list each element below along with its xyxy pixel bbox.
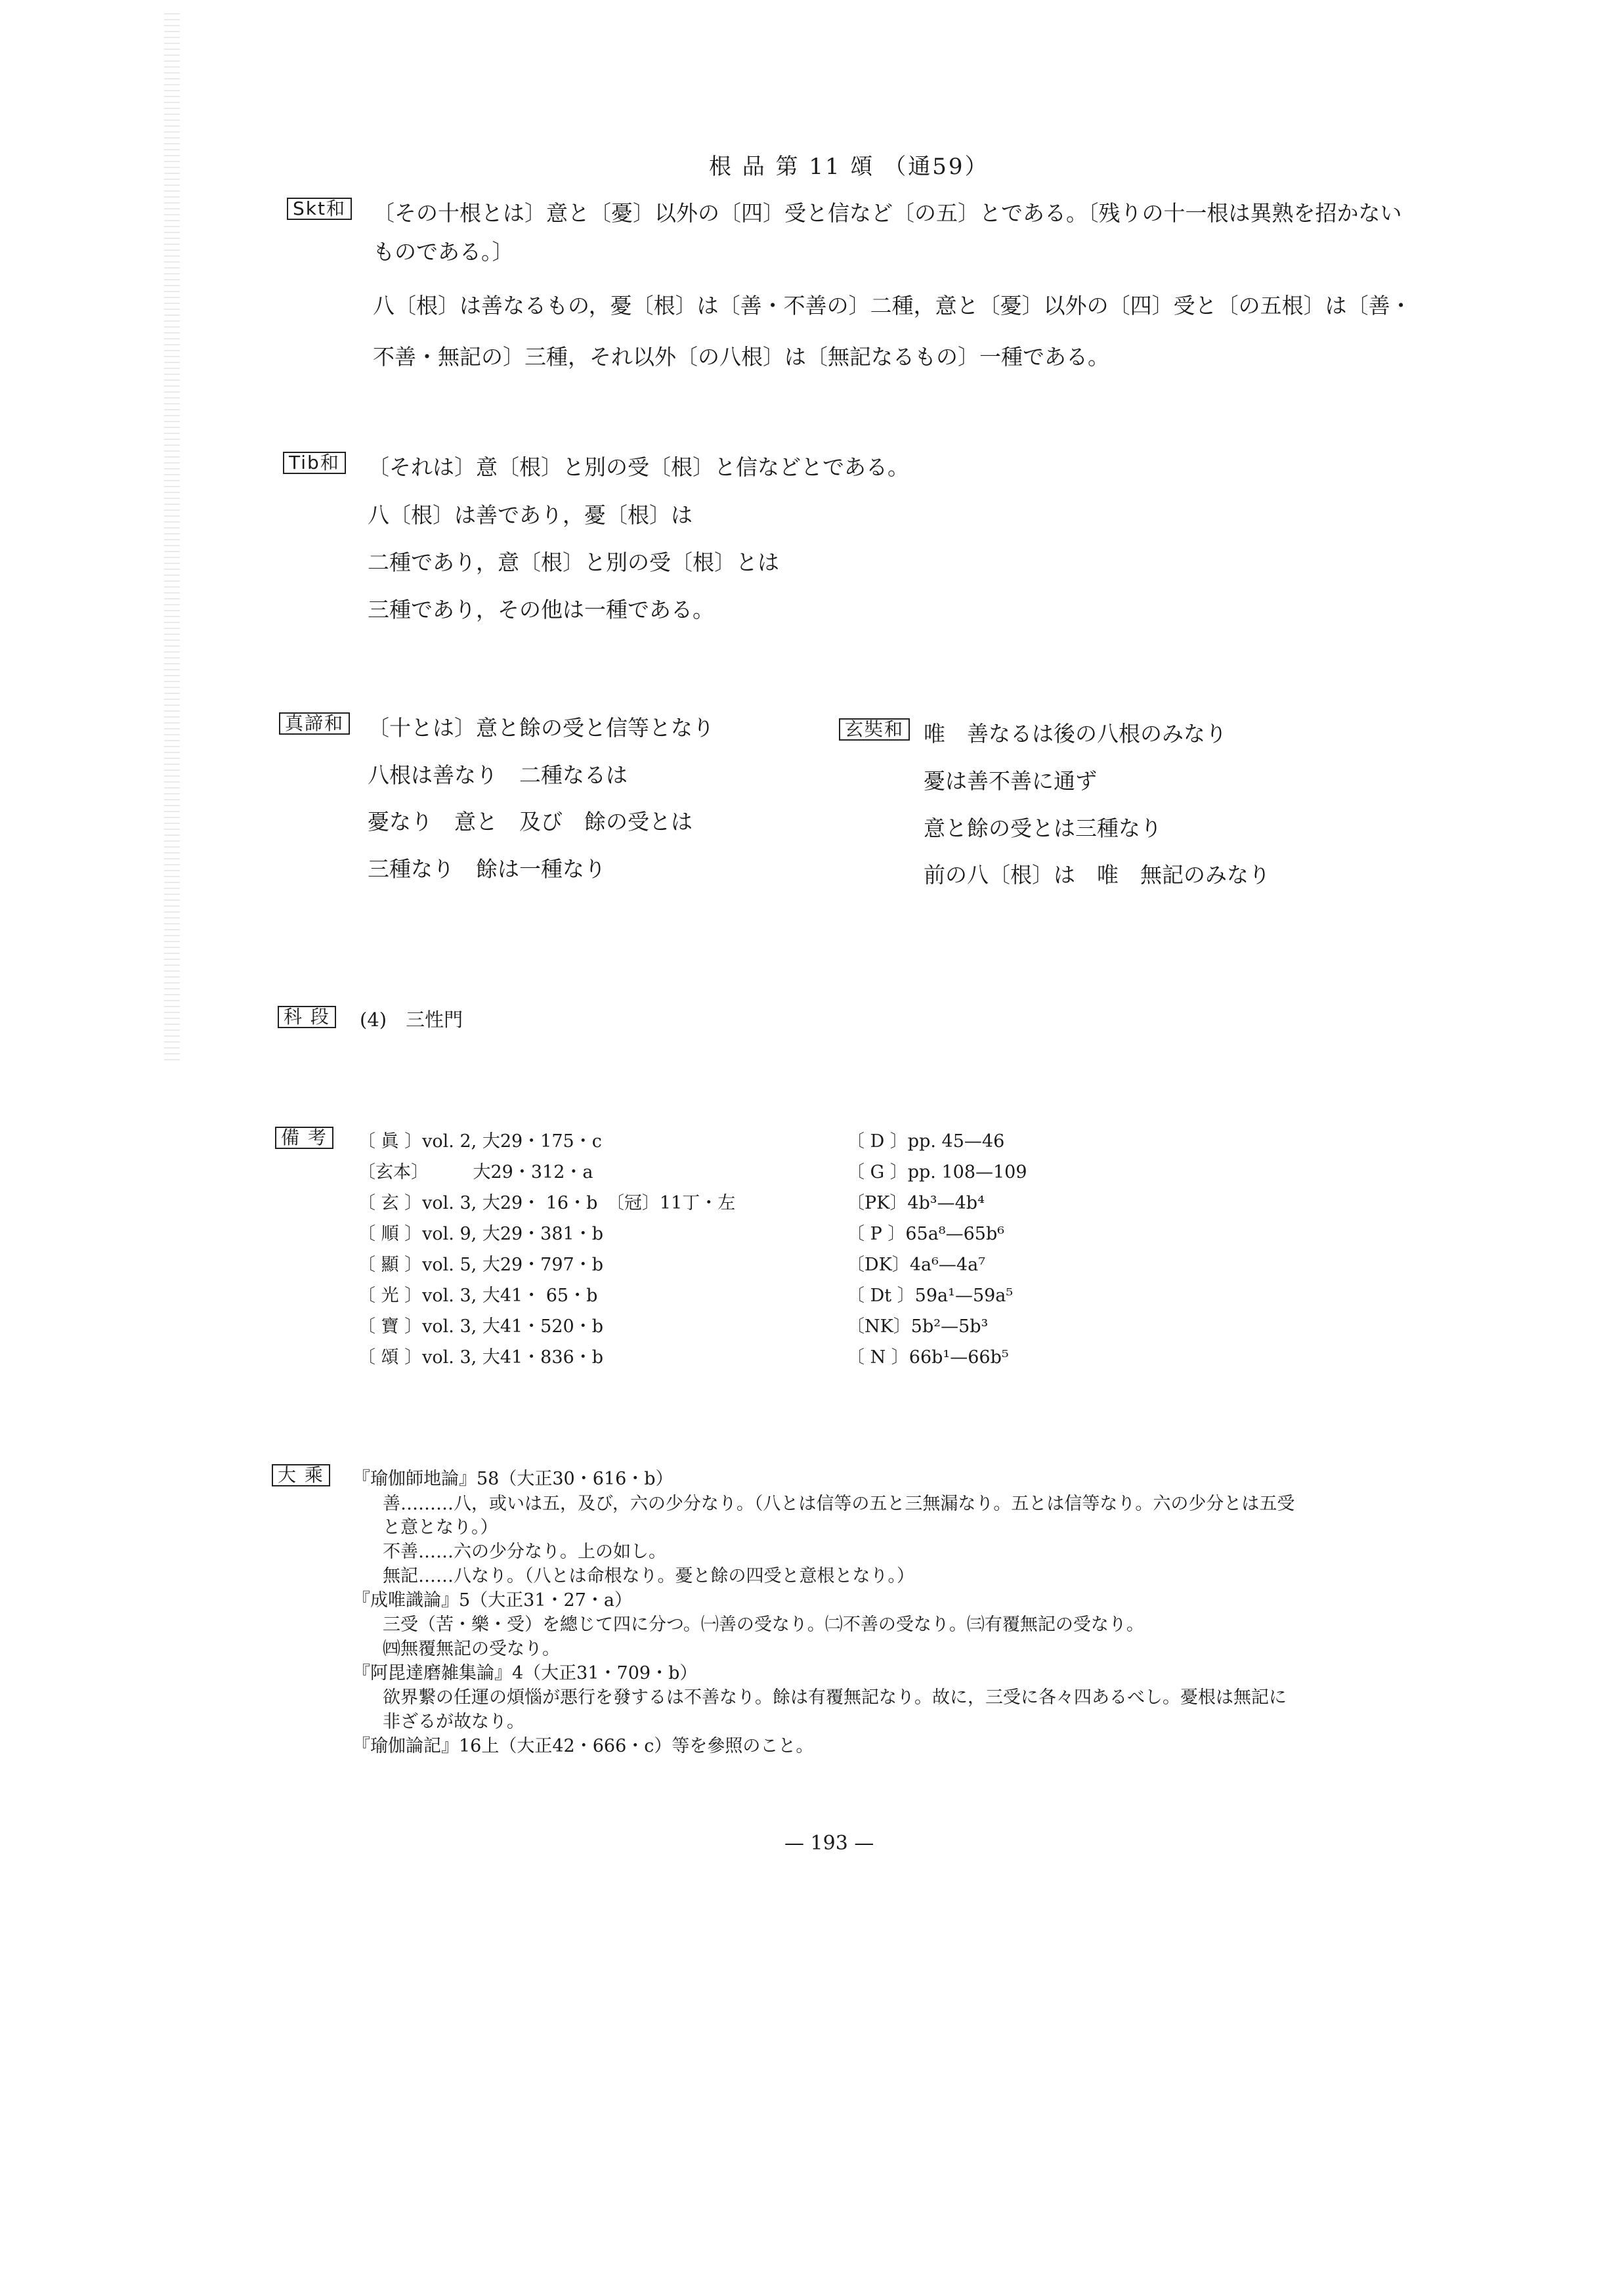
biko-right-ref: 〔 Dt 〕59a¹—59a⁵	[847, 1286, 1014, 1306]
biko-right-ref: 〔 D 〕pp. 45—46	[847, 1131, 1005, 1152]
skt-line: 八〔根〕は善なるもの，憂〔根〕は〔善・不善の〕二種，意と〔憂〕以外の〔四〕受と〔の五根〕は〔善・	[373, 293, 1412, 318]
biko-right-ref: 〔NK〕5b²—5b³	[847, 1316, 989, 1337]
biko-left-ref: 〔 寶 〕vol. 3, 大41・520・b	[358, 1316, 603, 1337]
daijo-line: と意となり。）	[383, 1517, 498, 1538]
skt-label: Skt和	[287, 198, 352, 220]
daijo-line: 欲界繋の任運の煩惱が悪行を發するは不善なり。餘は有覆無記なり。故に，三受に各々四あるべし。憂根は無記に	[383, 1687, 1287, 1708]
shindai-line: 〔十とは〕意と餘の受と信等となり	[368, 715, 714, 741]
tib-line: 八〔根〕は善であり，憂〔根〕は	[368, 502, 693, 528]
page-title: 根 品 第 11 頌 （通59）	[709, 154, 989, 180]
kadan-text: (4) 三性門	[360, 1008, 463, 1031]
biko-right-ref: 〔 P 〕65a⁸—65b⁶	[847, 1224, 1005, 1244]
biko-left-ref: 〔玄本〕 大29・312・a	[358, 1162, 593, 1182]
shindai-line: 憂なり 意と 及び 餘の受とは	[368, 809, 693, 834]
daijo-line: 『瑜伽論記』16上（大正42・666・c）等を參照のこと。	[353, 1736, 814, 1756]
daijo-label: 大 乘	[272, 1464, 330, 1486]
biko-right-ref: 〔DK〕4a⁶—4a⁷	[847, 1255, 986, 1275]
biko-left-ref: 〔 順 〕vol. 9, 大29・381・b	[358, 1224, 603, 1244]
tib-line: 二種であり，意〔根〕と別の受〔根〕とは	[368, 550, 779, 575]
biko-right-ref: 〔 N 〕66b¹—66b⁵	[847, 1347, 1009, 1368]
page-number: — 193 —	[784, 1832, 874, 1855]
skt-line: 〔その十根とは〕意と〔憂〕以外の〔四〕受と信など〔の五〕とである。〔残りの十一根は異熟を招かない	[373, 200, 1402, 226]
biko-right-ref: 〔PK〕4b³—4b⁴	[847, 1193, 985, 1213]
genjo-label: 玄奘和	[839, 718, 910, 741]
daijo-line: 非ざるが故なり。	[383, 1712, 524, 1732]
biko-left-ref: 〔 眞 〕vol. 2, 大29・175・c	[358, 1131, 602, 1152]
biko-label: 備 考	[275, 1127, 333, 1149]
scan-edge-speckle	[164, 13, 180, 1064]
genjo-line: 唯 善なるは後の八根のみなり	[924, 721, 1227, 747]
biko-left-ref: 〔 顯 〕vol. 5, 大29・797・b	[358, 1255, 603, 1275]
daijo-line: 善………八，或いは五，及び，六の少分なり。（八とは信等の五と三無漏なり。五とは信等なり。六の少分とは五受	[383, 1494, 1295, 1514]
kadan-label: 科 段	[278, 1006, 336, 1028]
biko-left-ref: 〔 玄 〕vol. 3, 大29・ 16・b 〔冠〕11丁・左	[358, 1193, 736, 1213]
genjo-line: 憂は善不善に通ず	[924, 768, 1097, 794]
biko-left-ref: 〔 頌 〕vol. 3, 大41・836・b	[358, 1347, 603, 1368]
tib-line: 三種であり，その他は一種である。	[368, 597, 714, 622]
daijo-line: 『成唯識論』5（大正31・27・a）	[353, 1590, 632, 1611]
daijo-line: 『瑜伽師地論』58（大正30・616・b）	[353, 1469, 673, 1489]
genjo-line: 意と餘の受とは三種なり	[924, 815, 1162, 841]
daijo-line: 『阿毘達磨雑集論』4（大正31・709・b）	[353, 1663, 698, 1683]
tib-line: 〔それは〕意〔根〕と別の受〔根〕と信などとである。	[368, 454, 909, 480]
tib-label: Tib和	[283, 452, 346, 474]
genjo-line: 前の八〔根〕は 唯 無記のみなり	[924, 862, 1270, 888]
skt-line: 不善・無記の〕三種，それ以外〔の八根〕は〔無記なるもの〕一種である。	[373, 344, 1109, 370]
daijo-line: 無記……八なり。（八とは命根なり。憂と餘の四受と意根となり。）	[383, 1566, 914, 1586]
biko-right-ref: 〔 G 〕pp. 108—109	[847, 1162, 1027, 1182]
shindai-line: 八根は善なり 二種なるは	[368, 762, 628, 788]
daijo-line: 三受（苦・樂・受）を總じて四に分つ。㈠善の受なり。㈡不善の受なり。㈢有覆無記の受なり。	[383, 1614, 1144, 1635]
daijo-line: 不善……六の少分なり。上の如し。	[383, 1542, 666, 1562]
skt-line: ものである。〕	[373, 239, 514, 265]
shindai-line: 三種なり 餘は一種なり	[368, 856, 606, 882]
biko-left-ref: 〔 光 〕vol. 3, 大41・ 65・b	[358, 1286, 598, 1306]
shindai-label: 真諦和	[279, 712, 350, 735]
daijo-line: ㈣無覆無記の受なり。	[383, 1639, 560, 1659]
